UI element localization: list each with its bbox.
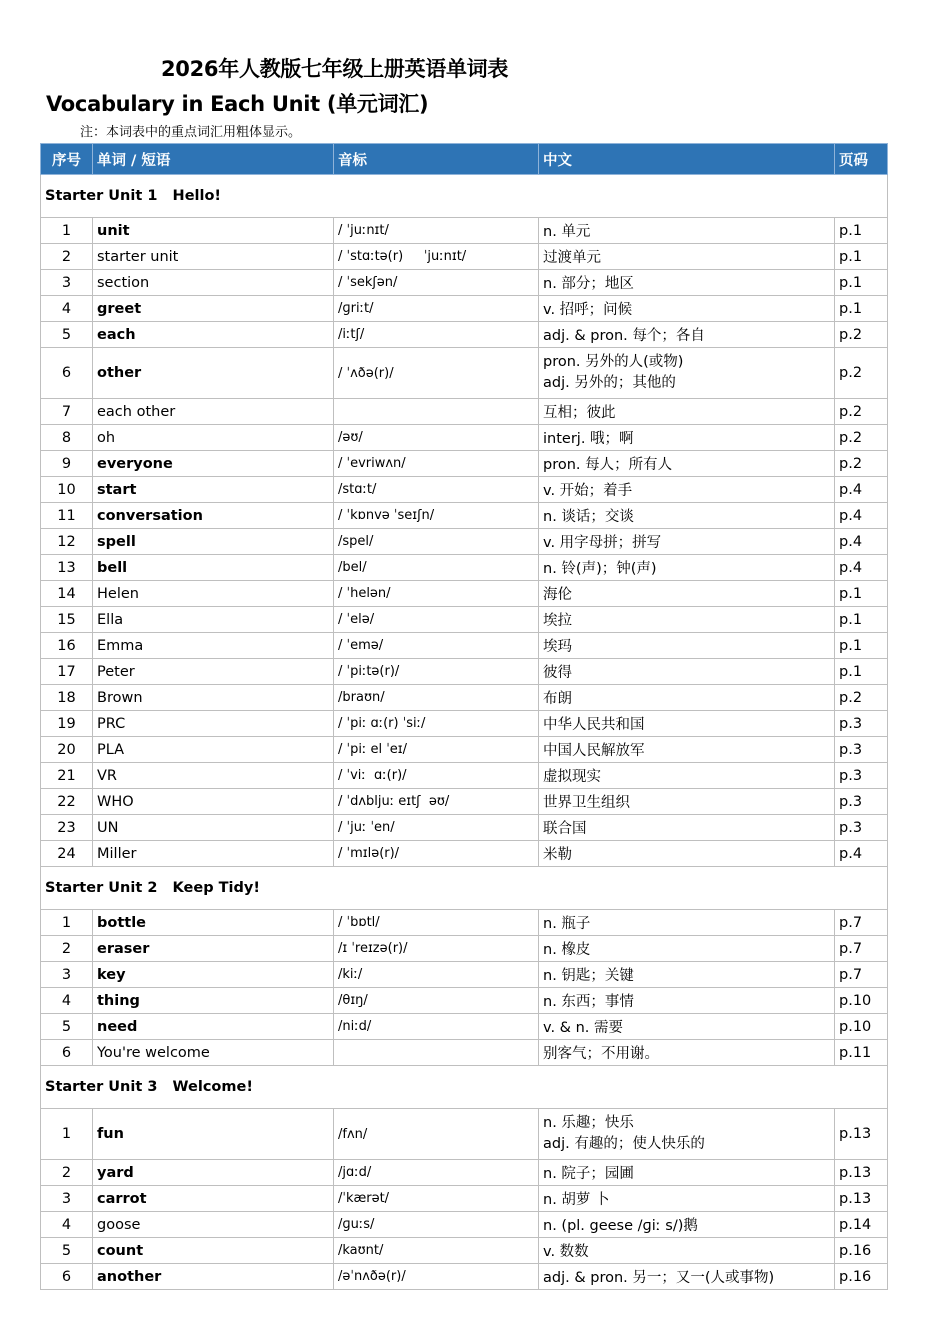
chinese-cell bbox=[539, 936, 835, 962]
table-row bbox=[41, 218, 888, 244]
chinese-cell bbox=[539, 633, 835, 659]
table-row bbox=[41, 1186, 888, 1212]
page-title-chinese: 2026年人教版七年级上册英语单词表 bbox=[161, 57, 509, 81]
phonetic-cell: / ˈevriwʌn/ bbox=[334, 451, 539, 477]
row-number: 14 bbox=[41, 581, 93, 607]
page-cell: p.14 bbox=[835, 1212, 888, 1238]
chinese-meaning: v. 招呼；问候 bbox=[543, 302, 633, 318]
chinese-meaning: n. 部分；地区 bbox=[543, 276, 634, 292]
chinese-meaning: n. 橡皮 bbox=[543, 942, 591, 958]
chinese-meaning: adj. & pron. 每个；各自 bbox=[543, 328, 705, 344]
row-number: 19 bbox=[41, 711, 93, 737]
chinese-meaning: n. 胡萝 卜 bbox=[543, 1192, 610, 1208]
page-cell: p.1 bbox=[835, 659, 888, 685]
chinese-meaning: 过渡单元 bbox=[543, 250, 601, 266]
phonetic-cell: / ˈmɪlə(r)/ bbox=[334, 841, 539, 867]
page-cell: p.16 bbox=[835, 1238, 888, 1264]
word-cell: count bbox=[93, 1238, 334, 1264]
word-cell: eraser bbox=[93, 936, 334, 962]
phonetic-cell: / ˈjuː ˈen/ bbox=[334, 815, 539, 841]
row-number: 3 bbox=[41, 962, 93, 988]
page-cell: p.4 bbox=[835, 477, 888, 503]
table-row bbox=[41, 477, 888, 503]
phonetic-cell: / ˈsekʃən/ bbox=[334, 270, 539, 296]
phonetic-cell: /kiː/ bbox=[334, 962, 539, 988]
table-row bbox=[41, 711, 888, 737]
chinese-meaning: n. 单元 bbox=[543, 224, 591, 240]
header-chinese: 中文 bbox=[539, 144, 835, 175]
table-row bbox=[41, 529, 888, 555]
table-row bbox=[41, 607, 888, 633]
word-cell: unit bbox=[93, 218, 334, 244]
chinese-meaning: adj. 有趣的；使人快乐的 bbox=[543, 1136, 705, 1152]
page-cell: p.2 bbox=[835, 399, 888, 425]
word-cell: thing bbox=[93, 988, 334, 1014]
row-number: 4 bbox=[41, 296, 93, 322]
word-cell: PLA bbox=[93, 737, 334, 763]
chinese-cell bbox=[539, 1186, 835, 1212]
word-cell: start bbox=[93, 477, 334, 503]
page-cell: p.1 bbox=[835, 607, 888, 633]
chinese-meaning: adj. 另外的；其他的 bbox=[543, 375, 676, 391]
table-row bbox=[41, 1212, 888, 1238]
page-cell: p.1 bbox=[835, 633, 888, 659]
bold-words-note: 注：本词表中的重点词汇用粗体显示。 bbox=[80, 125, 302, 140]
phonetic-cell: /əʊ/ bbox=[334, 425, 539, 451]
word-cell: Helen bbox=[93, 581, 334, 607]
chinese-meaning: 世界卫生组织 bbox=[543, 795, 630, 811]
table-row bbox=[41, 936, 888, 962]
chinese-cell bbox=[539, 348, 835, 399]
word-cell: bottle bbox=[93, 910, 334, 936]
row-number: 7 bbox=[41, 399, 93, 425]
table-row bbox=[41, 425, 888, 451]
page-title-english: Vocabulary in Each Unit (单元词汇) bbox=[46, 92, 429, 116]
chinese-meaning: n. 东西；事情 bbox=[543, 994, 634, 1010]
chinese-cell bbox=[539, 1040, 835, 1066]
phonetic-cell: /ɪ ˈreɪzə(r)/ bbox=[334, 936, 539, 962]
table-row bbox=[41, 841, 888, 867]
table-row bbox=[41, 296, 888, 322]
table-row bbox=[41, 322, 888, 348]
row-number: 1 bbox=[41, 1109, 93, 1160]
word-cell: section bbox=[93, 270, 334, 296]
header-phonetic: 音标 bbox=[334, 144, 539, 175]
word-cell: bell bbox=[93, 555, 334, 581]
table-row bbox=[41, 685, 888, 711]
word-cell: need bbox=[93, 1014, 334, 1040]
page-cell: p.13 bbox=[835, 1186, 888, 1212]
page-cell: p.13 bbox=[835, 1109, 888, 1160]
table-row bbox=[41, 244, 888, 270]
word-cell: oh bbox=[93, 425, 334, 451]
phonetic-cell: / ˈʌðə(r)/ bbox=[334, 348, 539, 399]
page-cell: p.10 bbox=[835, 988, 888, 1014]
table-row bbox=[41, 348, 888, 399]
word-cell: each bbox=[93, 322, 334, 348]
phonetic-cell: /jɑːd/ bbox=[334, 1160, 539, 1186]
row-number: 3 bbox=[41, 1186, 93, 1212]
chinese-cell bbox=[539, 659, 835, 685]
chinese-cell bbox=[539, 218, 835, 244]
table-row bbox=[41, 581, 888, 607]
chinese-cell bbox=[539, 451, 835, 477]
word-cell: Emma bbox=[93, 633, 334, 659]
row-number: 21 bbox=[41, 763, 93, 789]
phonetic-cell: / ˈbɒtl/ bbox=[334, 910, 539, 936]
chinese-cell bbox=[539, 763, 835, 789]
chinese-cell bbox=[539, 503, 835, 529]
page-cell: p.1 bbox=[835, 270, 888, 296]
page-cell: p.4 bbox=[835, 555, 888, 581]
row-number: 4 bbox=[41, 988, 93, 1014]
chinese-meaning: interj. 哦；啊 bbox=[543, 431, 634, 447]
chinese-cell bbox=[539, 529, 835, 555]
chinese-cell bbox=[539, 910, 835, 936]
row-number: 2 bbox=[41, 244, 93, 270]
phonetic-cell: /spel/ bbox=[334, 529, 539, 555]
chinese-cell bbox=[539, 296, 835, 322]
table-row bbox=[41, 1238, 888, 1264]
row-number: 12 bbox=[41, 529, 93, 555]
chinese-meaning: 布朗 bbox=[543, 691, 572, 707]
row-number: 11 bbox=[41, 503, 93, 529]
word-cell: each other bbox=[93, 399, 334, 425]
header-page: 页码 bbox=[835, 144, 888, 175]
row-number: 5 bbox=[41, 322, 93, 348]
chinese-meaning: pron. 每人；所有人 bbox=[543, 457, 673, 473]
chinese-meaning: n. 铃(声)；钟(声) bbox=[543, 561, 657, 577]
page-cell: p.2 bbox=[835, 425, 888, 451]
chinese-meaning: 海伦 bbox=[543, 587, 572, 603]
page-cell: p.3 bbox=[835, 711, 888, 737]
table-row bbox=[41, 1264, 888, 1290]
chinese-cell bbox=[539, 322, 835, 348]
table-row bbox=[41, 962, 888, 988]
phonetic-cell: /ˈkærət/ bbox=[334, 1186, 539, 1212]
unit-heading-row bbox=[41, 1066, 888, 1109]
chinese-meaning: n. (pl. geese /ɡiː s/)鹅 bbox=[543, 1218, 698, 1234]
chinese-cell bbox=[539, 1264, 835, 1290]
word-cell: fun bbox=[93, 1109, 334, 1160]
row-number: 3 bbox=[41, 270, 93, 296]
page-cell: p.3 bbox=[835, 789, 888, 815]
chinese-cell bbox=[539, 1014, 835, 1040]
row-number: 10 bbox=[41, 477, 93, 503]
phonetic-cell: / ˈemə/ bbox=[334, 633, 539, 659]
page-cell: p.4 bbox=[835, 841, 888, 867]
chinese-cell bbox=[539, 399, 835, 425]
table-row bbox=[41, 988, 888, 1014]
chinese-cell bbox=[539, 711, 835, 737]
phonetic-cell: / ˈviː ɑː(r)/ bbox=[334, 763, 539, 789]
header-word: 单词 / 短语 bbox=[93, 144, 334, 175]
chinese-meaning: 埃玛 bbox=[543, 639, 572, 655]
row-number: 15 bbox=[41, 607, 93, 633]
word-cell: other bbox=[93, 348, 334, 399]
chinese-meaning: 彼得 bbox=[543, 665, 572, 681]
phonetic-cell: /braʊn/ bbox=[334, 685, 539, 711]
table-row bbox=[41, 737, 888, 763]
row-number: 17 bbox=[41, 659, 93, 685]
table-row bbox=[41, 1160, 888, 1186]
phonetic-cell: / ˈpiːtə(r)/ bbox=[334, 659, 539, 685]
page-cell: p.7 bbox=[835, 962, 888, 988]
chinese-meaning: pron. 另外的人(或物) bbox=[543, 354, 684, 370]
chinese-meaning: n. 乐趣；快乐 bbox=[543, 1115, 634, 1131]
chinese-meaning: 别客气；不用谢。 bbox=[543, 1046, 659, 1062]
row-number: 6 bbox=[41, 1040, 93, 1066]
page-cell: p.2 bbox=[835, 685, 888, 711]
chinese-meaning: 中国人民解放军 bbox=[543, 743, 645, 759]
vocabulary-table bbox=[40, 143, 888, 1290]
word-cell: everyone bbox=[93, 451, 334, 477]
word-cell: Brown bbox=[93, 685, 334, 711]
phonetic-cell: / ˈdʌbljuː eɪtʃ əʊ/ bbox=[334, 789, 539, 815]
word-cell: Peter bbox=[93, 659, 334, 685]
chinese-meaning: n. 钥匙；关键 bbox=[543, 968, 634, 984]
chinese-meaning: v. & n. 需要 bbox=[543, 1020, 623, 1036]
page-cell: p.1 bbox=[835, 296, 888, 322]
table-row bbox=[41, 270, 888, 296]
phonetic-cell: / ˈstɑːtə(r) ˈjuːnɪt/ bbox=[334, 244, 539, 270]
row-number: 16 bbox=[41, 633, 93, 659]
chinese-cell bbox=[539, 477, 835, 503]
word-cell: carrot bbox=[93, 1186, 334, 1212]
chinese-cell bbox=[539, 789, 835, 815]
page-cell: p.1 bbox=[835, 581, 888, 607]
chinese-cell bbox=[539, 244, 835, 270]
row-number: 20 bbox=[41, 737, 93, 763]
phonetic-cell: /əˈnʌðə(r)/ bbox=[334, 1264, 539, 1290]
chinese-meaning: v. 数数 bbox=[543, 1244, 589, 1260]
page-cell: p.3 bbox=[835, 815, 888, 841]
chinese-meaning: n. 谈话；交谈 bbox=[543, 509, 634, 525]
phonetic-cell: / ˈpiː ɑː(r) ˈsiː/ bbox=[334, 711, 539, 737]
chinese-cell bbox=[539, 425, 835, 451]
unit-heading-row bbox=[41, 867, 888, 910]
table-row bbox=[41, 763, 888, 789]
row-number: 2 bbox=[41, 1160, 93, 1186]
word-cell: Miller bbox=[93, 841, 334, 867]
row-number: 2 bbox=[41, 936, 93, 962]
phonetic-cell: /θɪŋ/ bbox=[334, 988, 539, 1014]
table-row bbox=[41, 815, 888, 841]
chinese-cell bbox=[539, 988, 835, 1014]
chinese-cell bbox=[539, 1212, 835, 1238]
phonetic-cell: / ˈpiː el ˈeɪ/ bbox=[334, 737, 539, 763]
phonetic-cell: /bel/ bbox=[334, 555, 539, 581]
page-cell: p.2 bbox=[835, 348, 888, 399]
word-cell: another bbox=[93, 1264, 334, 1290]
word-cell: You're welcome bbox=[93, 1040, 334, 1066]
page-cell: p.13 bbox=[835, 1160, 888, 1186]
page-cell: p.10 bbox=[835, 1014, 888, 1040]
phonetic-cell: / ˈkɒnvə ˈseɪʃn/ bbox=[334, 503, 539, 529]
word-cell: greet bbox=[93, 296, 334, 322]
page-cell: p.16 bbox=[835, 1264, 888, 1290]
word-cell: goose bbox=[93, 1212, 334, 1238]
table-row bbox=[41, 1040, 888, 1066]
chinese-meaning: 互相；彼此 bbox=[543, 405, 616, 421]
chinese-cell bbox=[539, 685, 835, 711]
chinese-cell bbox=[539, 841, 835, 867]
page-cell: p.1 bbox=[835, 218, 888, 244]
page-cell: p.3 bbox=[835, 737, 888, 763]
page-cell: p.7 bbox=[835, 936, 888, 962]
unit-title: Starter Unit 2 Keep Tidy! bbox=[41, 867, 888, 910]
table-header-row bbox=[41, 144, 888, 175]
row-number: 4 bbox=[41, 1212, 93, 1238]
word-cell: VR bbox=[93, 763, 334, 789]
row-number: 18 bbox=[41, 685, 93, 711]
phonetic-cell: / ˈjuːnɪt/ bbox=[334, 218, 539, 244]
chinese-cell bbox=[539, 1238, 835, 1264]
phonetic-cell: / ˈhelən/ bbox=[334, 581, 539, 607]
chinese-meaning: 虚拟现实 bbox=[543, 769, 601, 785]
word-cell: PRC bbox=[93, 711, 334, 737]
page-cell: p.7 bbox=[835, 910, 888, 936]
row-number: 1 bbox=[41, 218, 93, 244]
word-cell: Ella bbox=[93, 607, 334, 633]
row-number: 22 bbox=[41, 789, 93, 815]
phonetic-cell: /fʌn/ bbox=[334, 1109, 539, 1160]
word-cell: conversation bbox=[93, 503, 334, 529]
table-row bbox=[41, 503, 888, 529]
table-row bbox=[41, 555, 888, 581]
phonetic-cell: /kaʊnt/ bbox=[334, 1238, 539, 1264]
unit-title: Starter Unit 1 Hello! bbox=[41, 175, 888, 218]
chinese-meaning: 中华人民共和国 bbox=[543, 717, 645, 733]
phonetic-cell: / ˈelə/ bbox=[334, 607, 539, 633]
page-cell: p.4 bbox=[835, 529, 888, 555]
page-cell: p.11 bbox=[835, 1040, 888, 1066]
table-row bbox=[41, 789, 888, 815]
phonetic-cell bbox=[334, 399, 539, 425]
table-row bbox=[41, 910, 888, 936]
chinese-meaning: n. 院子；园圃 bbox=[543, 1166, 634, 1182]
page-cell: p.3 bbox=[835, 763, 888, 789]
table-row bbox=[41, 451, 888, 477]
row-number: 23 bbox=[41, 815, 93, 841]
page-cell: p.4 bbox=[835, 503, 888, 529]
chinese-cell bbox=[539, 737, 835, 763]
row-number: 5 bbox=[41, 1238, 93, 1264]
row-number: 8 bbox=[41, 425, 93, 451]
word-cell: yard bbox=[93, 1160, 334, 1186]
phonetic-cell: /iːtʃ/ bbox=[334, 322, 539, 348]
chinese-meaning: n. 瓶子 bbox=[543, 916, 591, 932]
header-number: 序号 bbox=[41, 144, 93, 175]
chinese-meaning: v. 开始；着手 bbox=[543, 483, 633, 499]
table-row bbox=[41, 1109, 888, 1160]
page-cell: p.2 bbox=[835, 322, 888, 348]
chinese-meaning: v. 用字母拼；拼写 bbox=[543, 535, 662, 551]
table-row bbox=[41, 399, 888, 425]
chinese-cell bbox=[539, 1109, 835, 1160]
chinese-meaning: adj. & pron. 另一；又一(人或事物) bbox=[543, 1270, 775, 1286]
row-number: 9 bbox=[41, 451, 93, 477]
page-cell: p.2 bbox=[835, 451, 888, 477]
chinese-meaning: 埃拉 bbox=[543, 613, 572, 629]
unit-title: Starter Unit 3 Welcome! bbox=[41, 1066, 888, 1109]
chinese-cell bbox=[539, 1160, 835, 1186]
phonetic-cell: /stɑːt/ bbox=[334, 477, 539, 503]
row-number: 5 bbox=[41, 1014, 93, 1040]
row-number: 6 bbox=[41, 348, 93, 399]
table-row bbox=[41, 1014, 888, 1040]
word-cell: key bbox=[93, 962, 334, 988]
vocabulary-body bbox=[41, 175, 888, 1290]
chinese-cell bbox=[539, 555, 835, 581]
table-row bbox=[41, 659, 888, 685]
phonetic-cell: /ɡuːs/ bbox=[334, 1212, 539, 1238]
row-number: 1 bbox=[41, 910, 93, 936]
chinese-cell bbox=[539, 607, 835, 633]
chinese-cell bbox=[539, 581, 835, 607]
word-cell: WHO bbox=[93, 789, 334, 815]
unit-heading-row bbox=[41, 175, 888, 218]
word-cell: UN bbox=[93, 815, 334, 841]
phonetic-cell: /ɡriːt/ bbox=[334, 296, 539, 322]
word-cell: spell bbox=[93, 529, 334, 555]
chinese-meaning: 联合国 bbox=[543, 821, 587, 837]
chinese-cell bbox=[539, 815, 835, 841]
row-number: 24 bbox=[41, 841, 93, 867]
phonetic-cell: /niːd/ bbox=[334, 1014, 539, 1040]
chinese-cell bbox=[539, 270, 835, 296]
page-cell: p.1 bbox=[835, 244, 888, 270]
row-number: 6 bbox=[41, 1264, 93, 1290]
chinese-meaning: 米勒 bbox=[543, 847, 572, 863]
phonetic-cell bbox=[334, 1040, 539, 1066]
word-cell: starter unit bbox=[93, 244, 334, 270]
table-row bbox=[41, 633, 888, 659]
row-number: 13 bbox=[41, 555, 93, 581]
chinese-cell bbox=[539, 962, 835, 988]
